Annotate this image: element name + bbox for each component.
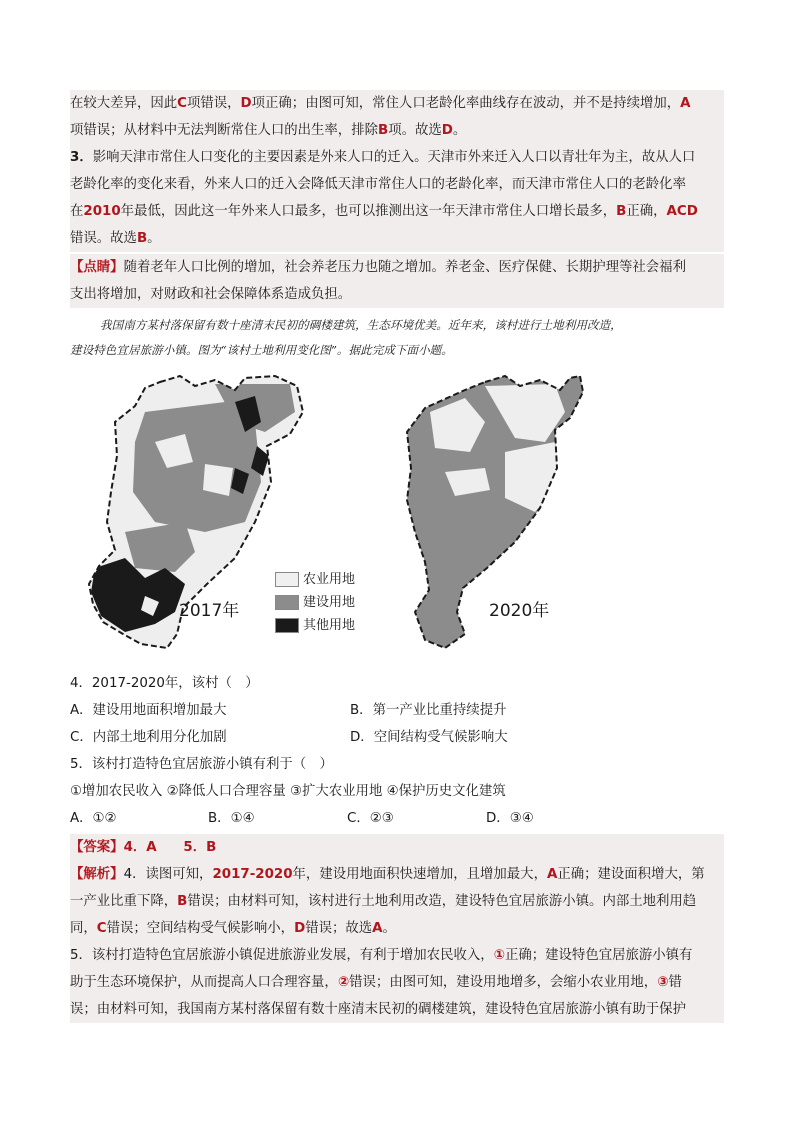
- q3-explanation-line-2: 老龄化率的变化来看，外来人口的迁入会降低天津市常住人口的老龄化率，而天津市常住人口的老龄化率: [70, 171, 724, 198]
- analysis-line-3: 同，C错误；空间结构受气候影响小，D错误；故选A。: [70, 915, 724, 942]
- intro-line-2: 建设特色宜居旅游小镇。图为“该村土地利用变化图”。据此完成下面小题。: [70, 343, 453, 357]
- land-use-figure: [85, 372, 585, 664]
- q4-option-a[interactable]: A．建设用地面积增加最大: [70, 703, 227, 718]
- analysis-line-5: 助于生态环境保护，从而提高人口合理容量，②错误；由图可知，建设用地增多，会缩小农业用地，③错: [70, 969, 724, 996]
- prev-explanation-line-1: 在较大差异，因此C项错误，D项正确；由图可知，常住人口老龄化率曲线存在波动，并不是持续增加，A: [70, 90, 724, 117]
- q5-stem: 5．该村打造特色宜居旅游小镇有利于（ ）: [70, 757, 333, 772]
- q5-option-b[interactable]: B．①④: [208, 811, 255, 826]
- q5-option-a[interactable]: A．①②: [70, 811, 117, 826]
- legend-item-agricultural: 农业用地: [275, 568, 355, 587]
- map-2020-year-label: 2020年: [489, 601, 550, 621]
- q4-option-d[interactable]: D．空间结构受气候影响大: [350, 730, 508, 745]
- q5-option-c[interactable]: C．②③: [347, 811, 394, 826]
- answer-line: [70, 834, 724, 861]
- legend-swatch-agricultural: [275, 572, 299, 587]
- q4-stem: 4．2017-2020年，该村（ ）: [70, 676, 259, 691]
- q4-option-c[interactable]: C．内部土地利用分化加剧: [70, 730, 227, 745]
- analysis-line-1: 【解析】4．读图可知，2017-2020年，建设用地面积快速增加，且增加最大，A正确；建设面积增大，第: [70, 861, 724, 888]
- prev-explanation-line-2: 项错误；从材料中无法判断常住人口的出生率，排除B项。故选D。: [70, 117, 724, 144]
- intro-line-1: 我国南方某村落保留有数十座清末民初的碉楼建筑，生态环境优美。近年来，该村进行土地利用改造，: [100, 318, 622, 332]
- q4-option-b[interactable]: B．第一产业比重持续提升: [350, 703, 507, 718]
- map-2020: [385, 372, 585, 664]
- legend-swatch-construction: [275, 595, 299, 610]
- legend-item-construction: 建设用地: [275, 591, 355, 610]
- dianjing-tag: 【点睛】: [70, 260, 124, 275]
- map-2017-year-label: 2017年: [179, 601, 240, 621]
- analysis-line-2: 一产业比重下降，B错误；由材料可知，该村进行土地利用改造，建设特色宜居旅游小镇。内部土地利用趋: [70, 888, 724, 915]
- q5-statements: ①增加农民收入 ②降低人口合理容量 ③扩大农业用地 ④保护历史文化建筑: [70, 784, 506, 799]
- dianjing-line-2: 支出将增加，对财政和社会保障体系造成负担。: [70, 281, 724, 308]
- q3-explanation-line-1: 3．影响天津市常住人口变化的主要因素是外来人口的迁入。天津市外来迁入人口以青壮年为主，故从人口: [70, 144, 724, 171]
- q3-explanation-line-4: 错误。故选B。: [70, 225, 724, 252]
- dianjing-line-1: 【点睛】随着老年人口比例的增加，社会养老压力也随之增加。养老金、医疗保健、长期护理等社会福利: [70, 254, 724, 281]
- analysis-line-6: 误；由材料可知，我国南方某村落保留有数十座清末民初的碉楼建筑，建设特色宜居旅游小镇有助于保护: [70, 996, 724, 1023]
- answer-tag: 【答案】: [70, 840, 124, 855]
- analysis-tag: 【解析】: [70, 867, 124, 882]
- legend-item-other: 其他用地: [275, 614, 355, 633]
- legend-swatch-other: [275, 618, 299, 633]
- answer-text: 4．A 5．B: [123, 840, 217, 855]
- analysis-line-4: 5．该村打造特色宜居旅游小镇促进旅游业发展，有利于增加农民收入，①正确；建设特色宜居旅游小镇有: [70, 942, 724, 969]
- q5-option-d[interactable]: D．③④: [486, 811, 534, 826]
- q3-explanation-line-3: 在2010年最低，因此这一年外来人口最多，也可以推测出这一年天津市常住人口增长最多，B正确，ACD: [70, 198, 724, 225]
